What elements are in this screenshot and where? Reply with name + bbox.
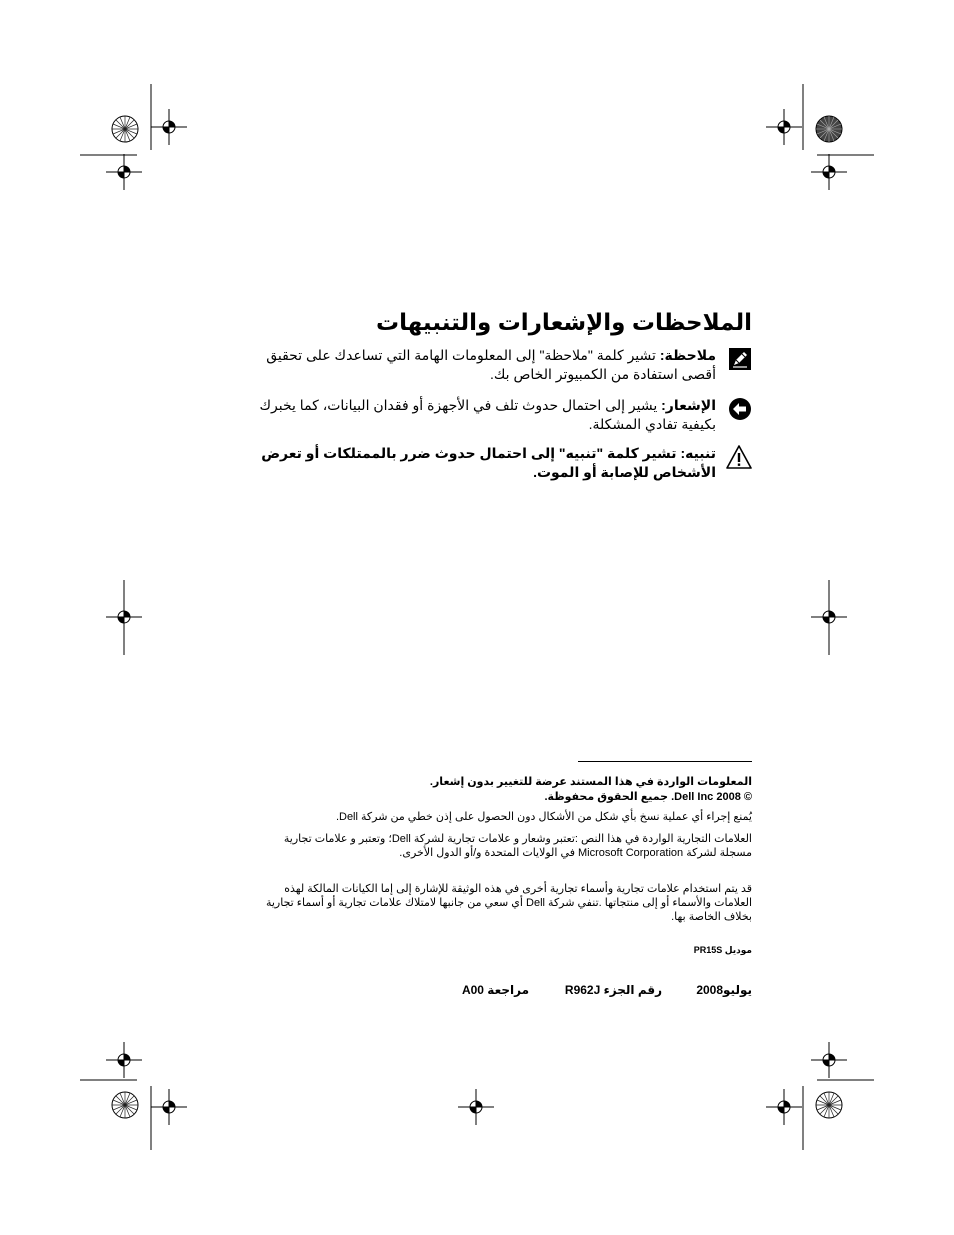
caution-block (232, 444, 752, 482)
footer-revision: مراجعة A00 (461, 983, 529, 997)
other-trademarks-line: قد يتم استخدام علامات تجارية وأسماء تجارية أخرى في هذه الوثيقة للإشارة إلى إما الكيانات المالكة لهذه العلامات والأسماء أو إلى منتجاتها .تنفي شركة Dell أي سعي من جانبها لامتلاك علامات تجارية أو أسماء تجارية بخلاف الخاصة بها. (265, 883, 752, 923)
notice-text (232, 396, 716, 434)
footer-date: يوليو2008 (696, 983, 752, 997)
caution-label: تنبيه: (680, 445, 716, 461)
page-title: الملاحظات والإشعارات والتنبيهات (376, 309, 752, 335)
warning-triangle-icon (728, 445, 752, 469)
footer-part-number: رقم الجزء R962J (564, 983, 662, 997)
caution-body: تشير كلمة "تنبيه" إلى احتمال حدوث ضرر بالممتلكات أو تعرض الأشخاص للإصابة أو الموت. (261, 445, 716, 480)
pencil-note-icon (728, 347, 752, 371)
divider (578, 761, 752, 762)
caution-text (232, 444, 716, 482)
disclaimer-line: المعلومات الواردة في هذا المستند عرضة للتغيير بدون إشعار. (429, 776, 752, 788)
trademarks-line: العلامات التجارية الواردة في هذا النص :تعتبر وشعار و علامات تجارية لشركة Dell؛ وتعتبر و علامات تجارية مسجلة لشركة Microsoft Corporation في الولايات المتحدة و/أو الدول الأخرى. (283, 833, 752, 859)
arrow-notice-icon (728, 397, 752, 421)
note-block (232, 346, 752, 384)
model-number: موديل PR15S (693, 945, 752, 955)
notice-block (232, 396, 752, 434)
note-label: ملاحظة: (659, 347, 716, 363)
note-body: تشير كلمة "ملاحظة" إلى المعلومات الهامة التي تساعدك على تحقيق أقصى استفادة من الكمبيوتر الخاص بك. (266, 347, 716, 382)
copyright-line: © 2008 Dell Inc. جميع الحقوق محفوظة. (544, 791, 752, 803)
notice-body: يشير إلى احتمال حدوث تلف في الأجهزة أو فقدان البيانات، كما يخبرك بكيفية تفادي المشكلة. (259, 397, 716, 432)
note-text (232, 346, 716, 384)
notice-label: الإشعار: (661, 397, 716, 413)
reproduction-line: يُمنع إجراء أي عملية نسخ بأي شكل من الأشكال دون الحصول على إذن خطي من شركة Dell. (335, 811, 752, 823)
